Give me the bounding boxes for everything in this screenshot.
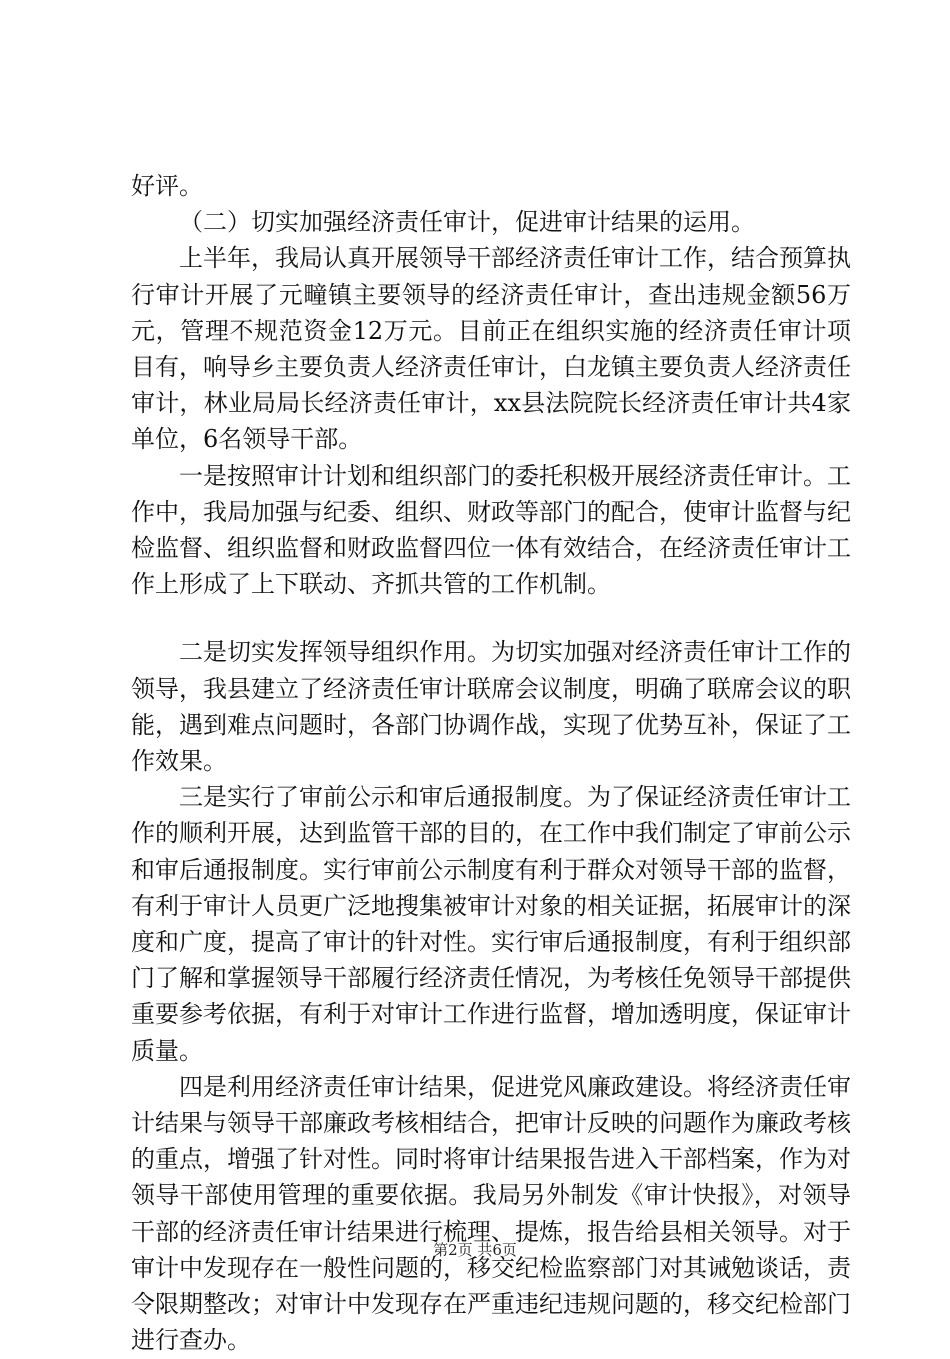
paragraph-point-one: 一是按照审计计划和组织部门的委托积极开展经济责任审计。工作中，我局加强与纪委、组织、财政等部门的配合，使审计监督与纪检监督、组织监督和财政监督四位一体有效结合，在经济责任审计工作上形成了上下联动、齐抓共管的工作机制。 bbox=[131, 461, 851, 599]
paragraph-continuation: 好评。 bbox=[131, 172, 203, 200]
paragraph-point-three: 三是实行了审前公示和审后通报制度。为了保证经济责任审计工作的顺利开展，达到监管干部的目的，在工作中我们制定了审前公示和审后通报制度。实行审前公示制度有利于群众对领导干部的监督，有利于审计人员更广泛地搜集被审计对象的相关证据，拓展审计的深度和广度，提高了审计的针对性。实行审后通报制度，有利于组织部门了解和掌握领导干部履行经济责任情况，为考核任免领导干部提供重要参考依据，有利于对审计工作进行监督，增加透明度，保证审计质量。 bbox=[131, 783, 851, 1065]
document-body bbox=[131, 168, 851, 1359]
page-number-footer: 第2页 共6页 bbox=[433, 1241, 517, 1259]
section-heading: （二）切实加强经济责任审计，促进审计结果的运用。 bbox=[179, 208, 755, 237]
paragraph-spacer bbox=[131, 602, 851, 634]
paragraph-point-two: 二是切实发挥领导组织作用。为切实加强对经济责任审计工作的领导，我县建立了经济责任审计联席会议制度，明确了联席会议的职能，遇到难点问题时，各部门协调作战，实现了优势互补，保证了工作效果。 bbox=[131, 638, 851, 776]
paragraph-first-half-year: 上半年，我局认真开展领导干部经济责任审计工作，结合预算执行审计开展了元疃镇主要领导的经济责任审计，查出违规金额56万元，管理不规范资金12万元。目前正在组织实施的经济责任审计项目有，响导乡主要负责人经济责任审计，白龙镇主要负责人经济责任审计，林业局局长经济责任审计，xx县法院院长经济责任审计共4家单位，6名领导干部。 bbox=[131, 244, 851, 454]
paragraph-point-four: 四是利用经济责任审计结果，促进党风廉政建设。将经济责任审计结果与领导干部廉政考核相结合，把审计反映的问题作为廉政考核的重点，增强了针对性。同时将审计结果报告进入干部档案，作为对领导干部使用管理的重要依据。我局另外制发《审计快报》，对领导干部的经济责任审计结果进行梳理、提炼，报告给县相关领导。对于审计中发现存在一般性问题的，移交纪检监察部门对其诫勉谈话，责令限期整改；对审计中发现存在严重违纪违规问题的，移交纪检部门进行查办。 bbox=[131, 1072, 851, 1355]
